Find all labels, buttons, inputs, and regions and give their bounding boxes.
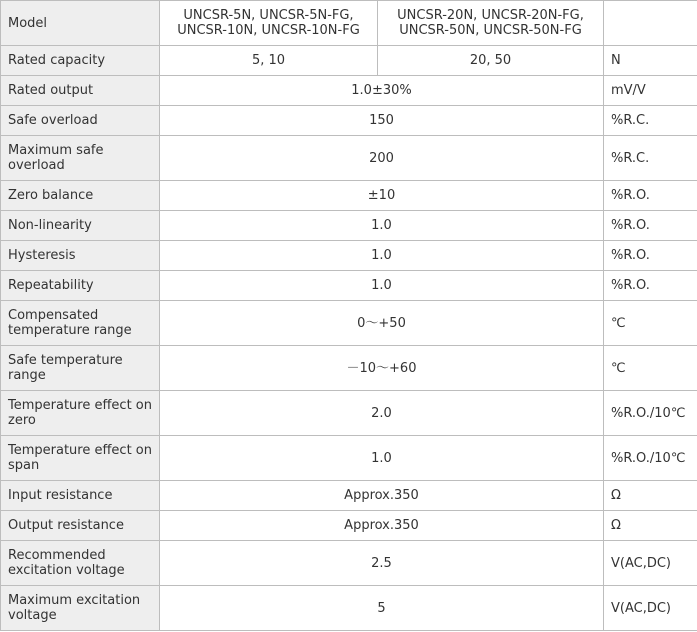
value-cell: 150 xyxy=(160,106,604,136)
unit-cell: %R.O. xyxy=(604,181,697,211)
row-label: Compensated temperature range xyxy=(1,301,160,346)
model-group-1: UNCSR-5N, UNCSR-5N-FG, UNCSR-10N, UNCSR-10N-FG xyxy=(160,1,378,46)
unit-cell: mV/V xyxy=(604,76,697,106)
unit-cell: %R.O. xyxy=(604,211,697,241)
table-row xyxy=(1,511,697,541)
value-cell: Approx.350 xyxy=(160,511,604,541)
unit-cell: %R.C. xyxy=(604,106,697,136)
table-row xyxy=(1,541,697,586)
row-label: Output resistance xyxy=(1,511,160,541)
row-label: Maximum safe overload xyxy=(1,136,160,181)
row-label: Rated capacity xyxy=(1,46,160,76)
unit-cell: V(AC,DC) xyxy=(604,586,697,631)
row-label: Safe overload xyxy=(1,106,160,136)
row-label: Safe temperature range xyxy=(1,346,160,391)
table-row xyxy=(1,301,697,346)
table-row xyxy=(1,136,697,181)
unit-cell: %R.O./10℃ xyxy=(604,391,697,436)
row-label: Non-linearity xyxy=(1,211,160,241)
row-label: Hysteresis xyxy=(1,241,160,271)
row-label: Temperature effect on span xyxy=(1,436,160,481)
value-cell: －10～+60 xyxy=(160,346,604,391)
table-row xyxy=(1,436,697,481)
value-cell: 1.0 xyxy=(160,211,604,241)
value-cell: ±10 xyxy=(160,181,604,211)
unit-cell: %R.C. xyxy=(604,136,697,181)
model-group-2: UNCSR-20N, UNCSR-20N-FG, UNCSR-50N, UNCSR-50N-FG xyxy=(378,1,604,46)
unit-cell: N xyxy=(604,46,697,76)
table-row-model xyxy=(1,1,697,46)
row-label: Temperature effect on zero xyxy=(1,391,160,436)
row-label: Input resistance xyxy=(1,481,160,511)
unit-cell: ℃ xyxy=(604,301,697,346)
value-cell: 1.0 xyxy=(160,271,604,301)
value-cell: 20, 50 xyxy=(378,46,604,76)
table-row xyxy=(1,391,697,436)
row-label: Zero balance xyxy=(1,181,160,211)
value-cell: 2.0 xyxy=(160,391,604,436)
unit-cell: V(AC,DC) xyxy=(604,541,697,586)
row-label: Maximum excitation voltage xyxy=(1,586,160,631)
value-cell: Approx.350 xyxy=(160,481,604,511)
table-row xyxy=(1,346,697,391)
value-cell: 1.0 xyxy=(160,241,604,271)
unit-cell: Ω xyxy=(604,481,697,511)
unit-cell: %R.O. xyxy=(604,271,697,301)
table-row xyxy=(1,181,697,211)
table-row xyxy=(1,106,697,136)
row-label: Repeatability xyxy=(1,271,160,301)
table-row xyxy=(1,271,697,301)
row-label: Rated output xyxy=(1,76,160,106)
table-row xyxy=(1,46,697,76)
unit-cell xyxy=(604,1,697,46)
table-row xyxy=(1,211,697,241)
row-label: Recommended excitation voltage xyxy=(1,541,160,586)
value-cell: 1.0 xyxy=(160,436,604,481)
unit-cell: Ω xyxy=(604,511,697,541)
table-row xyxy=(1,586,697,631)
value-cell: 2.5 xyxy=(160,541,604,586)
unit-cell: ℃ xyxy=(604,346,697,391)
row-label: Model xyxy=(1,1,160,46)
table-row xyxy=(1,241,697,271)
unit-cell: %R.O. xyxy=(604,241,697,271)
value-cell: 5, 10 xyxy=(160,46,378,76)
value-cell: 0～+50 xyxy=(160,301,604,346)
value-cell: 5 xyxy=(160,586,604,631)
table-row xyxy=(1,76,697,106)
value-cell: 200 xyxy=(160,136,604,181)
unit-cell: %R.O./10℃ xyxy=(604,436,697,481)
value-cell: 1.0±30% xyxy=(160,76,604,106)
table-row xyxy=(1,481,697,511)
